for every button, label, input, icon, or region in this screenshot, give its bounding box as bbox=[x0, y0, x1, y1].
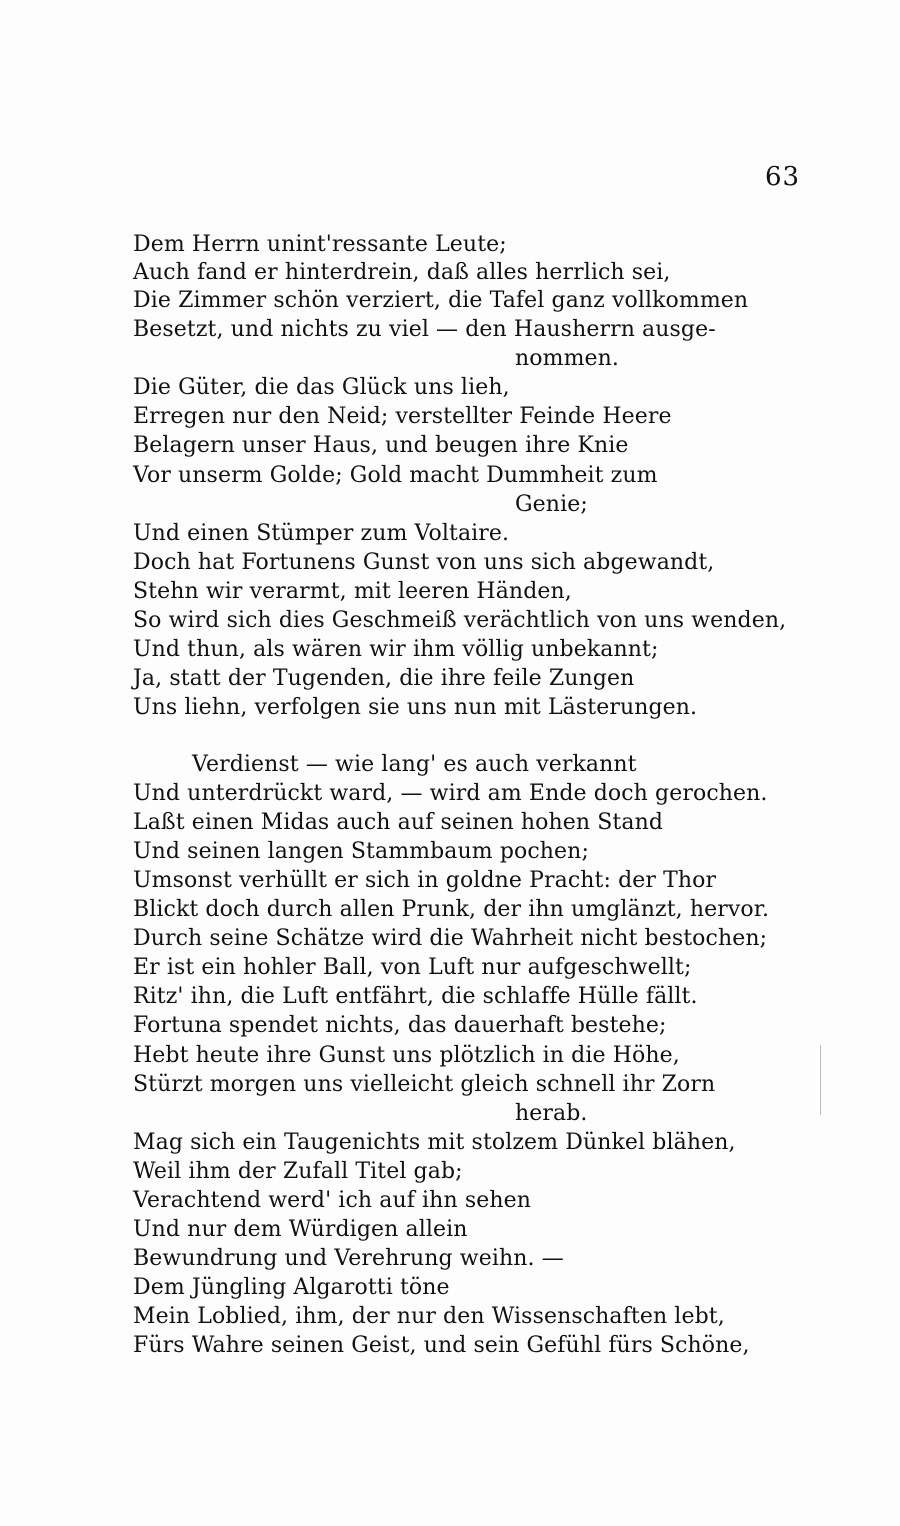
poem-stanza-start: Verdienst — wie lang' es auch verkannt bbox=[192, 752, 637, 777]
poem-line: Mag sich ein Taugenichts mit stolzem Dünkel blähen, bbox=[133, 1130, 736, 1155]
page-number: 63 bbox=[765, 162, 801, 192]
poem-line: Und seinen langen Stammbaum pochen; bbox=[133, 839, 589, 864]
poem-line: Er ist ein hohler Ball, von Luft nur aufgeschwellt; bbox=[133, 955, 692, 980]
poem-line-continuation: Genie; bbox=[515, 492, 588, 517]
poem-line: Stehn wir verarmt, mit leeren Händen, bbox=[133, 579, 572, 604]
poem-line: Durch seine Schätze wird die Wahrheit nicht bestochen; bbox=[133, 926, 768, 951]
poem-line: Dem Jüngling Algarotti töne bbox=[133, 1275, 450, 1300]
poem-line: Fürs Wahre seinen Geist, und sein Gefühl fürs Schöne, bbox=[133, 1333, 750, 1358]
poem-line: Und einen Stümper zum Voltaire. bbox=[133, 521, 510, 546]
poem-line: Fortuna spendet nichts, das dauerhaft bestehe; bbox=[133, 1013, 667, 1038]
poem-line: Uns liehn, verfolgen sie uns nun mit Lästerungen. bbox=[133, 695, 698, 720]
poem-line: Besetzt, und nichts zu viel — den Hausherrn ausge- bbox=[133, 317, 716, 342]
poem-line: Blickt doch durch allen Prunk, der ihn umglänzt, hervor. bbox=[133, 897, 770, 922]
poem-line: Mein Loblied, ihm, der nur den Wissenschaften lebt, bbox=[133, 1304, 725, 1329]
poem-line: Bewundrung und Verehrung weihn. — bbox=[133, 1246, 564, 1271]
poem-line: Und thun, als wären wir ihm völlig unbekannt; bbox=[133, 637, 659, 662]
poem-line: So wird sich dies Geschmeiß verächtlich von uns wenden, bbox=[133, 608, 787, 633]
poem-line: Hebt heute ihre Gunst uns plötzlich in die Höhe, bbox=[133, 1043, 680, 1068]
poem-line: Doch hat Fortunens Gunst von uns sich abgewandt, bbox=[133, 550, 715, 575]
poem-line: Die Zimmer schön verziert, die Tafel ganz vollkommen bbox=[133, 288, 749, 313]
poem-line: Stürzt morgen uns vielleicht gleich schnell ihr Zorn bbox=[133, 1072, 716, 1097]
poem-line: Laßt einen Midas auch auf seinen hohen Stand bbox=[133, 810, 664, 835]
poem-line: Dem Herrn unint'ressante Leute; bbox=[133, 232, 507, 257]
poem-line: Belagern unser Haus, und beugen ihre Knie bbox=[133, 433, 629, 458]
poem-line-continuation: nommen. bbox=[515, 346, 620, 371]
poem-line: Ja, statt der Tugenden, die ihre feile Zungen bbox=[133, 666, 635, 691]
poem-line: Weil ihm der Zufall Titel gab; bbox=[133, 1159, 463, 1184]
poem-line: Ritz' ihn, die Luft entfährt, die schlaffe Hülle fällt. bbox=[133, 984, 698, 1009]
poem-line: Und nur dem Würdigen allein bbox=[133, 1217, 468, 1242]
poem-line: Auch fand er hinterdrein, daß alles herrlich sei, bbox=[133, 260, 671, 285]
poem-line: Erregen nur den Neid; verstellter Feinde Heere bbox=[133, 404, 672, 429]
poem-line: Vor unserm Golde; Gold macht Dummheit zum bbox=[133, 463, 658, 488]
poem-line: Die Güter, die das Glück uns lieh, bbox=[133, 375, 510, 400]
margin-mark bbox=[820, 1045, 821, 1115]
poem-line: Umsonst verhüllt er sich in goldne Pracht: der Thor bbox=[133, 868, 717, 893]
poem-line: Verachtend werd' ich auf ihn sehen bbox=[133, 1188, 531, 1213]
poem-line: Und unterdrückt ward, — wird am Ende doch gerochen. bbox=[133, 781, 768, 806]
poem-line-continuation: herab. bbox=[515, 1101, 588, 1126]
